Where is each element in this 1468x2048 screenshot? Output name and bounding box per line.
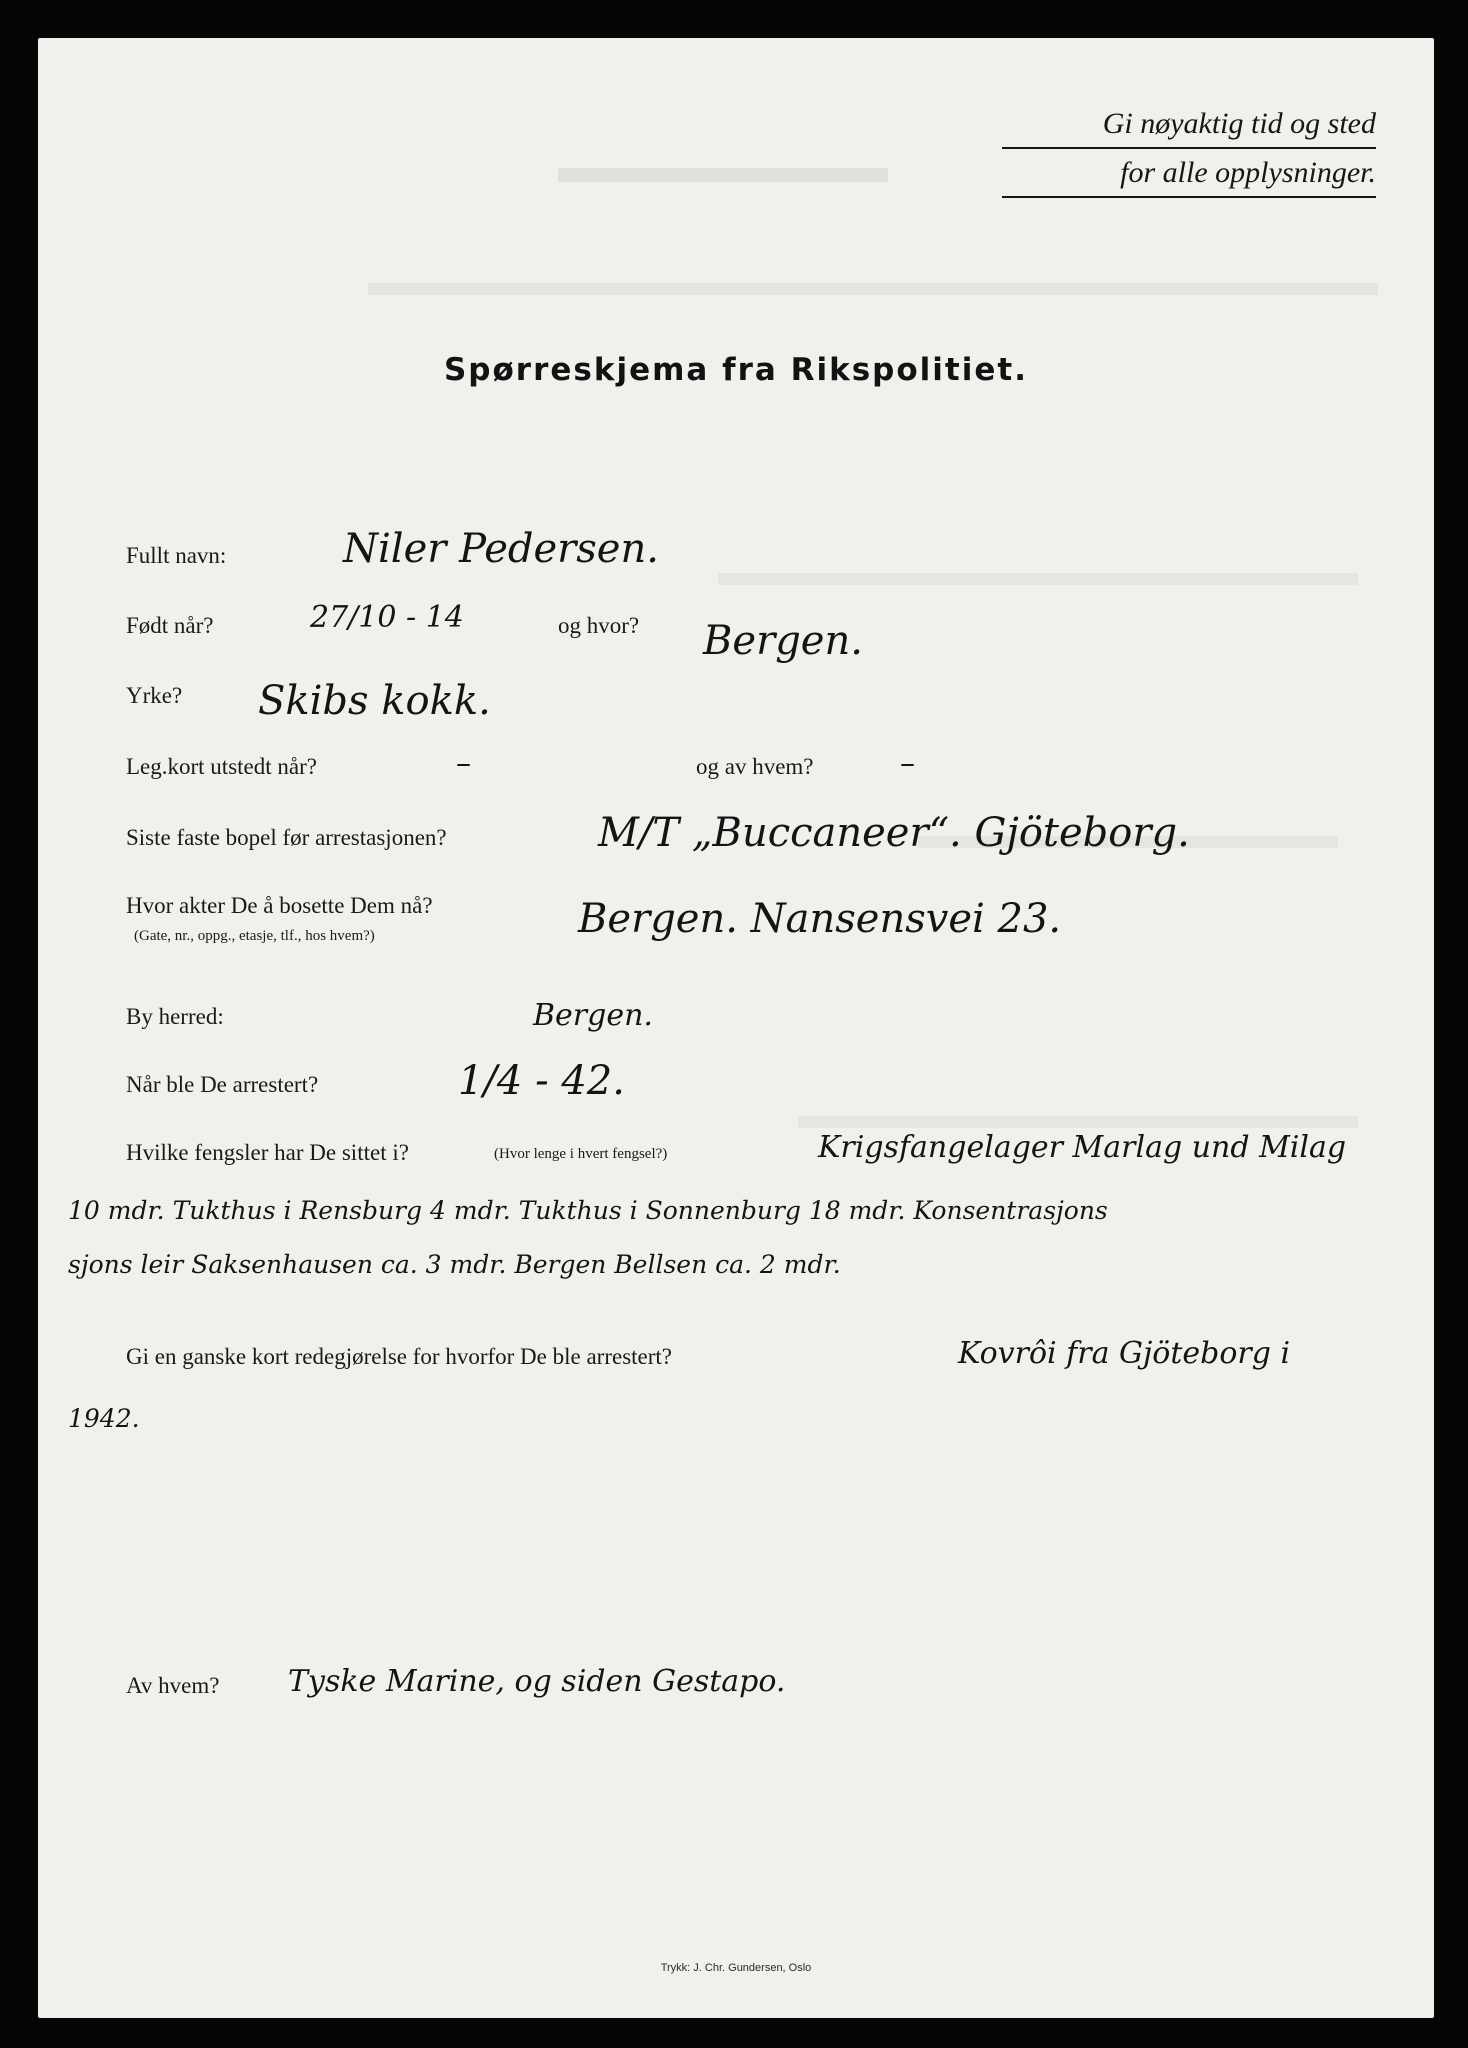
reason-label: Gi en ganske kort redegjørelse for hvorfor De ble arrestert? (126, 1344, 673, 1369)
bleed-mark (798, 1116, 1358, 1128)
legkort-by-value: – (900, 746, 915, 781)
prisons-value-line-2: 10 mdr. Tukthus i Rensburg 4 mdr. Tukthus i Sonnenburg 18 mdr. Konsentrasjons (68, 1196, 1108, 1225)
prisons-value-line-3: sjons leir Saksenhausen ca. 3 mdr. Bergen Bellsen ca. 2 mdr. (68, 1250, 841, 1279)
legkort-by-label: og av hvem? (696, 754, 814, 779)
bleed-mark (718, 573, 1358, 585)
reason-value-line-2: 1942. (68, 1404, 140, 1433)
form-title: Spørreskjema fra Rikspolitiet. (443, 352, 1028, 388)
legkort-when-label: Leg.kort utstedt når? (126, 754, 317, 779)
instruction-note (998, 100, 1376, 198)
name-label: Fullt navn: (126, 543, 227, 568)
form-page (38, 38, 1434, 2018)
municipality-value: Bergen. (533, 998, 653, 1033)
prisons-label: Hvilke fengsler har De sittet i? (126, 1140, 409, 1165)
arrested-when-value: 1/4 - 42. (458, 1058, 625, 1104)
settle-sublabel: (Gate, nr., oppg., etasje, tlf., hos hvem?) (134, 928, 375, 944)
born-when-label: Født når? (126, 613, 214, 638)
last-residence-label: Siste faste bopel før arrestasjonen? (126, 825, 447, 850)
occupation-value: Skibs kokk. (258, 678, 491, 724)
arrested-when-label: Når ble De arrestert? (126, 1072, 319, 1097)
bleed-mark (558, 168, 888, 182)
arrested-by-value: Tyske Marine, og siden Gestapo. (288, 1664, 786, 1699)
name-value: Niler Pedersen. (343, 526, 659, 572)
bleed-mark (368, 283, 1378, 295)
instruction-line-1: Gi nøyaktig tid og sted (1002, 100, 1376, 149)
prisons-value-line-1: Krigsfangelager Marlag und Milag (818, 1130, 1347, 1165)
born-when-value: 27/10 - 14 (310, 600, 464, 635)
prisons-sublabel: (Hvor lenge i hvert fengsel?) (494, 1146, 668, 1162)
arrested-by-label: Av hvem? (126, 1673, 220, 1698)
reason-value-line-1: Kovrôi fra Gjöteborg i (958, 1336, 1291, 1371)
settle-label: Hvor akter De å bosette Dem nå? (126, 893, 433, 918)
born-where-value: Bergen. (703, 618, 863, 664)
born-where-label: og hvor? (558, 613, 640, 638)
printer-imprint: Trykk: J. Chr. Gundersen, Oslo (660, 1962, 812, 1974)
last-residence-value: M/T „Buccaneer“. Gjöteborg. (598, 810, 1190, 856)
occupation-label: Yrke? (126, 683, 183, 708)
municipality-label: By herred: (126, 1004, 224, 1029)
settle-value: Bergen. Nansensvei 23. (578, 896, 1062, 942)
instruction-line-2: for alle opplysninger. (1002, 149, 1376, 198)
legkort-when-value: – (456, 746, 471, 781)
